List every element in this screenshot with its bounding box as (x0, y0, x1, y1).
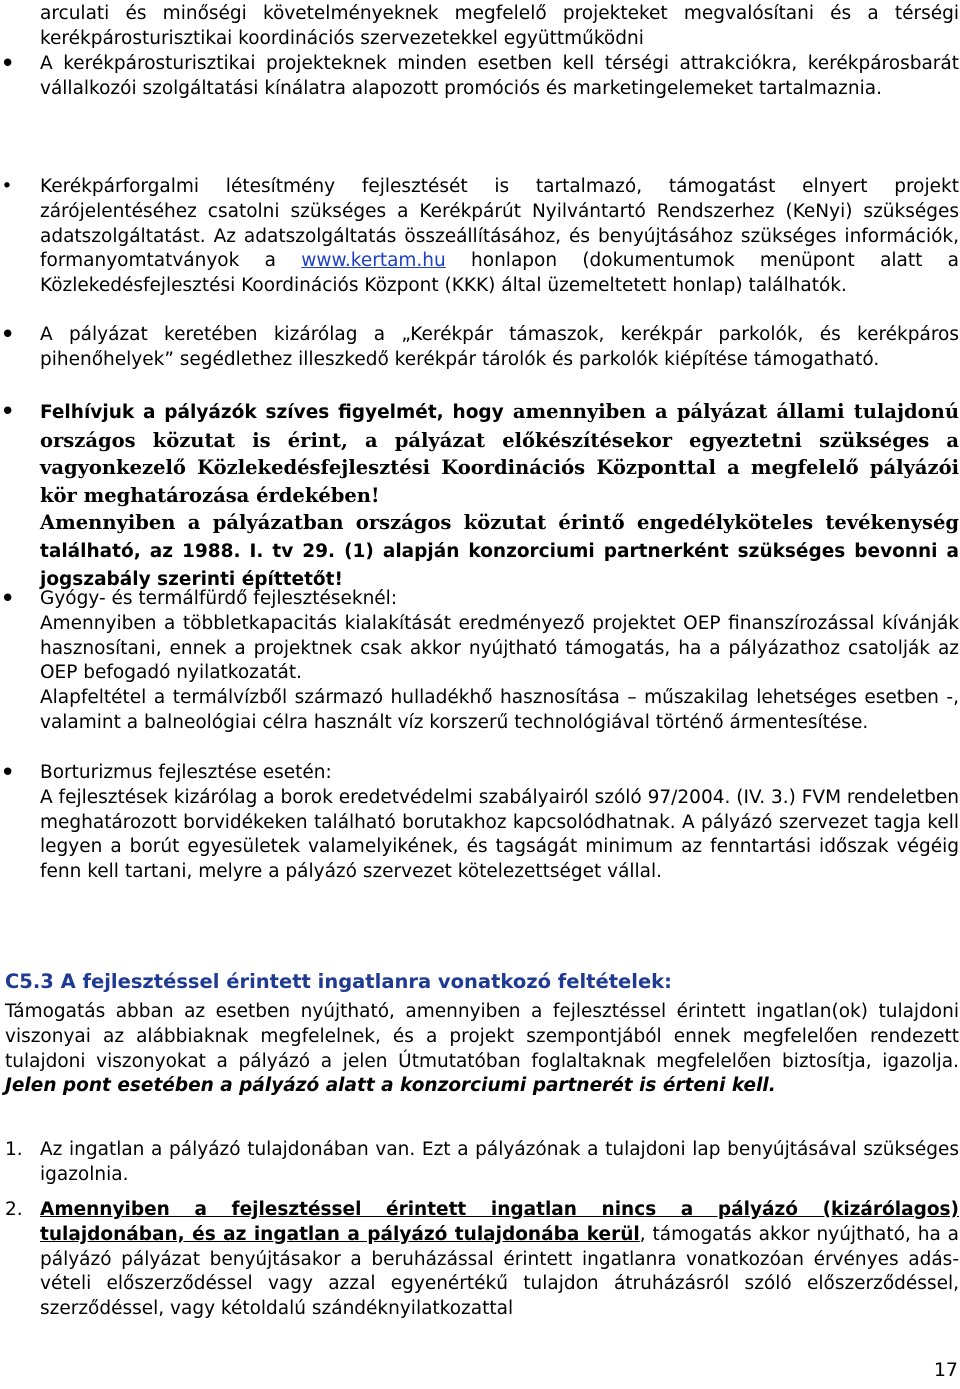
tamasz-paragraph: A pályázat keretében kizárólag a „Kerékpár támaszok, kerékpár parkolók, és kerékpáros pihenőhelyek” segédlethez illeszkedő kerékpár tárolók és parkolók kiépítése támogatható. (40, 324, 959, 370)
continuation-paragraph: arculati és minőségi követelményeknek megfelelő projekteket megvalósítani és a térségi kerékpárosturisztikai koordinációs szervezetekkel együttműködni (40, 3, 959, 49)
list-item (0, 584, 960, 736)
item2-paragraph (40, 1198, 959, 1322)
item1-paragraph: Az ingatlan a pályázó tulajdonában van. Ezt a pályázónak a tulajdoni lap benyújtásával szükséges igazolnia. (40, 1139, 959, 1185)
bullet-icon: • (0, 320, 16, 350)
section-heading: C5.3 A fejlesztéssel érintett ingatlanra vonatkozó feltételek: (5, 970, 672, 993)
item-number: 1. (5, 1139, 23, 1160)
gyogy-paragraph-2: Alapfeltétel a termálvízből származó hulladékhő hasznosítása – műszakilag lehetséges esetben -, valamint a balneológiai célra használt víz korszerű technológiával történő ármentesítése. (40, 687, 959, 733)
felhivjuk-paragraph (40, 398, 959, 509)
konzorcium-paragraph (40, 509, 959, 594)
bor-title: Borturizmus fejlesztése esetén: (40, 762, 332, 783)
item-number: 2. (5, 1199, 23, 1220)
intro-paragraph (5, 1000, 959, 1099)
kertam-link[interactable]: www.kertam.hu (301, 250, 446, 272)
bullet-icon: • (0, 397, 16, 427)
gyogy-title: Gyógy- és termálfürdő fejlesztéseknél: (40, 588, 398, 609)
list-item (0, 320, 960, 373)
bor-paragraph: A fejlesztések kizárólag a borok eredetvédelmi szabályairól szóló 97/2004. (IV. 3.) FVM rendeletben meghatározott borvidékeken található borutakhoz kapcsolódhatnak. A pályázó szervezet tagja kell legyen a borút egyesületek valamelyikének, és tagságát minimum az fenntartási időszak végéig fenn kell tartani, melyre a pályázó szervezet kötelezettséget vállal. (40, 786, 959, 883)
bullet-icon: • (1, 176, 13, 197)
bullet-icon: • (0, 758, 16, 788)
intro-emphasis: Jelen pont esetében a pályázó alatt a konzorciumi partnerét is érteni kell. (5, 1075, 776, 1097)
continuation-text (0, 2, 960, 52)
felhivjuk-text: amennyiben a pályázat állami tulajdonú országos közutat is érint, a pályázat előkészítésekor egyeztetni szükséges a vagyonkezelő Közlekedésfejlesztési Koordinációs Központtal a megfelelő pályázói kör meghatározása érdekében! (40, 400, 959, 507)
gyogy-paragraph-1: Amennyiben a többletkapacitás kialakítását eredményező projektet OEP finanszírozással kívánják hasznosítani, ennek a projektnek csak akkor nyújtható támogatás, ha a pályázathoz csatolják az OEP befogadó nyilatkozatát. (40, 612, 959, 684)
konzorcium-lead: Amennyiben a pályázatban országos közutat érintő engedélyköteles tevékenység (40, 511, 959, 534)
konzorcium-text: található, az 1988. I. tv 29. (1) alapján konzorciumi partnerként szükséges bevonni a jogszabály szerinti építtetőt! (40, 540, 959, 590)
list-item (0, 49, 960, 102)
item2-text: , támogatás akkor nyújtható, ha a pályázó pályázat benyújtásakor a beruházással érintett ingatlanra vonatkozóan érvényes adás-vételi előszerződéssel vagy azzal egyenértékű tulajdon átruházásról szóló előszerződéssel, szerződéssel, vagy kétoldalú szándéknyilatkozattal (40, 1223, 959, 1320)
bullet-icon: • (0, 49, 16, 79)
item2-underlined: Amennyiben a fejlesztéssel érintett ingatlan nincs a pályázó (kizárólagos) tulajdonában, és az ingatlan a pályázó tulajdonába kerül (40, 1199, 959, 1245)
kenyi-text-after: honlapon (dokumentumok menüpont alatt a Közlekedésfejlesztési Koordinációs Központ (KKK) által üzemeltetett honlap) találhatók. (40, 250, 960, 297)
numbered-item-1 (0, 1138, 960, 1188)
intro-text: Támogatás abban az esetben nyújtható, amennyiben a fejlesztéssel érintett ingatlan(ok) tulajdoni viszonyai az alábbiaknak megfelelnek, és a projekt szempontjából ennek megfelelően rendezett tulajdoni viszonyokat a pályázó a jelen Útmutatóban foglaltaknak megfelelően biztosítja, igazolja. (5, 1001, 959, 1072)
kenyi-text: Kerékpárforgalmi létesítmény fejlesztését is tartalmazó, támogatást elnyert projekt zárójelentéséhez csatolni szükséges a Kerékpárút Nyilvántartó Rendszerhez (KeNyi) szükséges adatszolgáltatást. Az adatszolgáltatás összeállításához, és benyújtásához szükséges információk, formanyomtatványok a (40, 176, 959, 272)
bullet-icon: • (0, 584, 16, 614)
page-number: 17 (933, 1359, 958, 1381)
list-item (0, 175, 960, 299)
promo-paragraph: A kerékpárosturisztikai projekteknek minden esetben kell térségi attrakciókra, kerékpárosbarát vállalkozói szolgáltatási kínálatra alapozott promóciós és marketingelemeket tartalmaznia. (40, 53, 959, 99)
felhivjuk-lead: Felhívjuk a pályázók szíves figyelmét, hogy (40, 402, 504, 423)
list-item (0, 398, 960, 594)
list-item (0, 758, 960, 885)
kenyi-paragraph (40, 175, 959, 299)
numbered-item-2 (0, 1198, 960, 1322)
section-intro (0, 1000, 960, 1099)
